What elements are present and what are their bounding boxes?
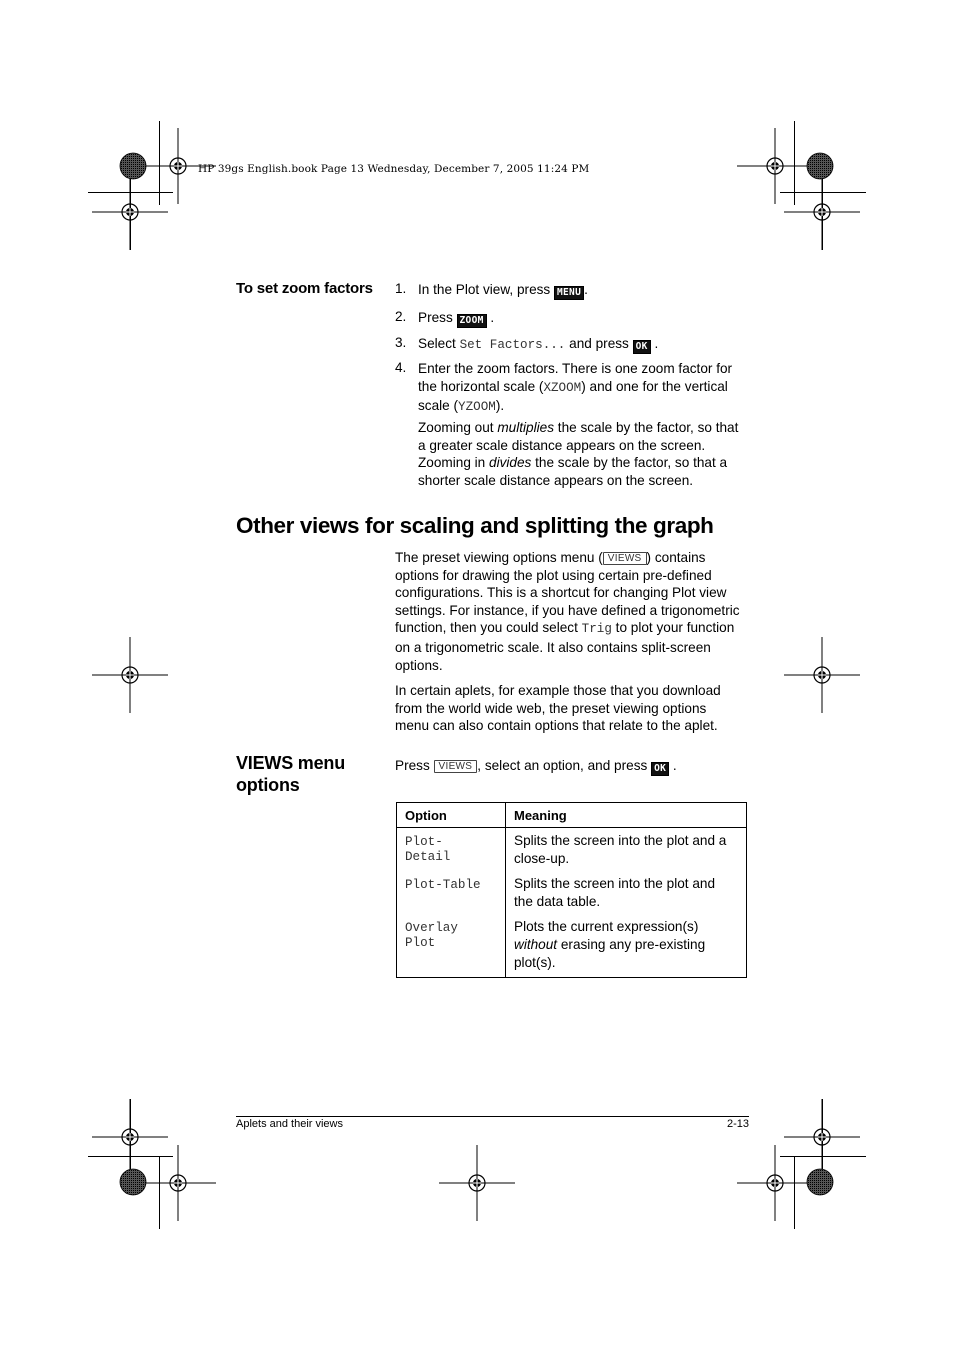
step-text: . xyxy=(490,310,495,325)
menu-key: MENU xyxy=(554,286,584,300)
para-text: settings. For instance, if you have defined a trigonometric xyxy=(395,602,740,618)
step-text: In the Plot view, press xyxy=(418,282,551,297)
step-number: 1. xyxy=(395,281,407,296)
xzoom-code: XZOOM xyxy=(543,380,582,395)
para-text: on a trigonometric scale. It also contains split-screen xyxy=(395,639,711,655)
instruction-text: . xyxy=(672,758,677,773)
step-text: Enter the zoom factors. There is one zoom factor for xyxy=(418,361,733,376)
option-name: Plot- xyxy=(405,835,443,849)
ok-key: OK xyxy=(633,340,651,354)
option-cell xyxy=(397,828,506,868)
heading-line: options xyxy=(236,775,300,795)
para-text: menu can also contain options that relate to the aplet. xyxy=(395,718,718,734)
step-2 xyxy=(418,309,494,328)
zoom-key: ZOOM xyxy=(457,314,487,328)
option-name: Plot xyxy=(405,935,436,950)
option-name: Plot-Table xyxy=(405,878,481,893)
note-text: the scale by the factor, so that a xyxy=(531,455,728,471)
meaning-cell xyxy=(506,910,747,977)
meaning-text: Splits the screen into the plot and xyxy=(514,876,716,892)
footer-title: Aplets and their views xyxy=(236,1118,343,1130)
step-text: and press xyxy=(569,336,629,351)
set-factors-code: Set Factors... xyxy=(459,338,566,352)
step-number: 4. xyxy=(395,360,407,375)
meaning-text: erasing any pre-existing xyxy=(557,936,706,952)
page-number: 2-13 xyxy=(726,1118,749,1130)
zoom-section-heading: To set zoom factors xyxy=(236,280,373,297)
trig-code: Trig xyxy=(581,622,612,637)
step-1 xyxy=(418,281,588,300)
step-number: 2. xyxy=(395,309,407,324)
note-emphasis: multiplies xyxy=(497,420,555,435)
step-text: Select xyxy=(418,336,456,351)
step-text: scale ( xyxy=(418,398,459,414)
para-text: ) contains xyxy=(646,550,706,565)
instruction-text: , select an option, and press xyxy=(477,758,648,773)
meaning-cell xyxy=(506,867,747,910)
step-text: the horizontal scale ( xyxy=(418,378,544,394)
views-options-table xyxy=(396,802,747,978)
footer-rule xyxy=(236,1116,749,1117)
para-text: The preset viewing options menu ( xyxy=(395,550,603,565)
step-4 xyxy=(418,360,758,417)
step-text: ). xyxy=(495,398,505,414)
option-name: Detail xyxy=(405,849,451,864)
views-key: VIEWS xyxy=(434,760,478,773)
note-text: Zooming out xyxy=(418,420,498,435)
note-emphasis: divides xyxy=(489,455,532,471)
views-menu-heading xyxy=(236,752,345,796)
ok-key: OK xyxy=(651,762,669,776)
step-text: . xyxy=(584,282,588,297)
para-text: function, then you could select xyxy=(395,620,582,636)
meaning-text: close-up. xyxy=(514,850,570,866)
step-text: . xyxy=(654,336,659,351)
meaning-text: Splits the screen into the plot and a xyxy=(514,833,727,848)
table-row xyxy=(397,910,747,977)
para-text: In certain aplets, for example those that you download xyxy=(395,683,721,698)
option-name: Overlay xyxy=(405,921,458,936)
option-cell xyxy=(397,910,506,977)
views-paragraph-2 xyxy=(395,682,755,735)
views-key: VIEWS xyxy=(603,552,647,565)
note-text: the scale by the factor, so that xyxy=(554,420,739,435)
meaning-text: plot(s). xyxy=(514,954,556,970)
instruction-text: Press xyxy=(395,758,430,773)
section-heading: Other views for scaling and splitting the graph xyxy=(236,513,714,538)
note-text: shorter scale distance appears on the screen. xyxy=(418,472,694,488)
step-3 xyxy=(418,335,658,355)
table-row xyxy=(397,867,747,910)
note-text: Zooming in xyxy=(418,455,490,471)
para-text: configurations. This is a shortcut for changing Plot view xyxy=(395,585,727,601)
table-header-option: Option xyxy=(397,803,506,828)
table-header-row xyxy=(397,803,747,828)
table-row xyxy=(397,828,747,868)
step-text: ) and one for the vertical xyxy=(581,378,728,394)
step-text: Press xyxy=(418,310,453,325)
zoom-note xyxy=(418,419,758,489)
meaning-text: the data table. xyxy=(514,893,601,909)
meaning-text: Plots the current expression(s) xyxy=(514,919,699,935)
para-text: options. xyxy=(395,657,443,673)
views-paragraph-1 xyxy=(395,549,755,674)
step-number: 3. xyxy=(395,335,407,350)
note-text: a greater scale distance appears on the screen. xyxy=(418,437,706,453)
meaning-cell xyxy=(506,828,747,868)
heading-line: VIEWS menu xyxy=(236,753,346,773)
option-cell xyxy=(397,867,506,910)
yzoom-code: YZOOM xyxy=(458,400,496,415)
print-header: HP 39gs English.book Page 13 Wednesday, December 7, 2005 11:24 PM xyxy=(198,163,590,175)
views-instruction xyxy=(395,757,677,776)
meaning-emphasis: without xyxy=(514,936,558,952)
table-header-meaning: Meaning xyxy=(506,803,747,828)
para-text: from the world wide web, the preset viewing options xyxy=(395,700,707,716)
para-text: to plot your function xyxy=(611,620,735,636)
para-text: options for drawing the plot using certain pre-defined xyxy=(395,567,712,583)
